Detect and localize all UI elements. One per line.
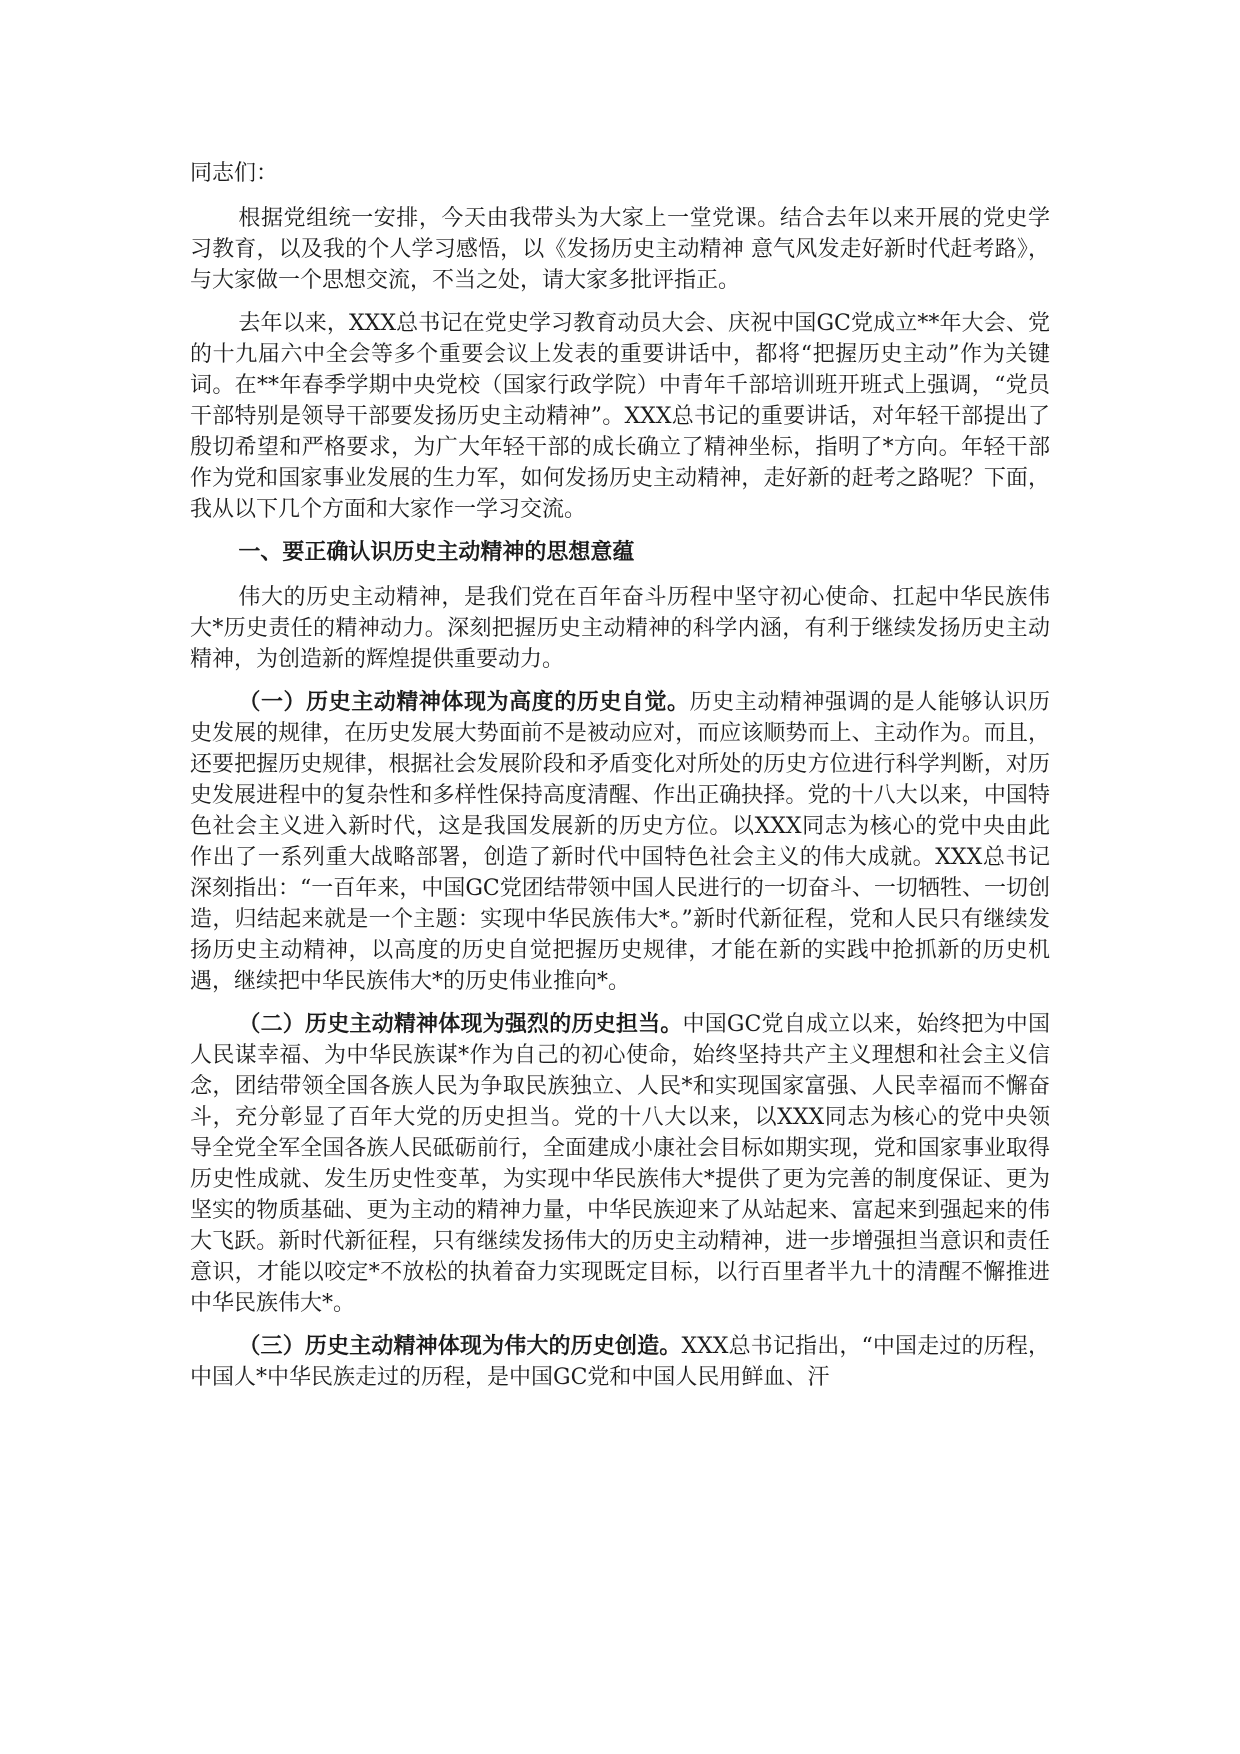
document-page <box>190 158 1050 1405</box>
paragraph-opening: 根据党组统一安排，今天由我带头为大家上一堂党课。结合去年以来开展的党史学习教育，以及我的个人学习感悟，以《发扬历史主动精神 意气风发走好新时代赶考路》，与大家做一个思想交流，不当之处，请大家多批评指正。 <box>190 206 1050 293</box>
subsection-1 <box>190 687 1050 997</box>
subsection-2 <box>190 1009 1050 1319</box>
paragraph-background: 去年以来，XXX总书记在党史学习教育动员大会、庆祝中国GC党成立**年大会、党的十九届六中全会等多个重要会议上发表的重要讲话中，都将“把握历史主动”作为关键词。在**年春季学期中央党校（国家行政学院）中青年千部培训班开班式上强调，“党员干部特别是领导干部要发扬历史主动精神”。XXX总书记的重要讲话，对年轻干部提出了殷切希望和严格要求，为广大年轻干部的成长确立了精神坐标，指明了*方向。年轻干部作为党和国家事业发展的生力军，如何发扬历史主动精神，走好新的赶考之路呢？下面，我从以下几个方面和大家作一学习交流。 <box>190 311 1050 522</box>
subsection-3-title: （三）历史主动精神体现为伟大的历史创造。 <box>238 1333 682 1359</box>
section-heading: 一、要正确认识历史主动精神的思想意蕴 <box>238 539 635 565</box>
subsection-3 <box>190 1331 1050 1393</box>
subsection-1-body: 历史主动精神强调的是人能够认识历史发展的规律，在历史发展大势面前不是被动应对，而应该顺势而上、主动作为。而且，还要把握历史规律，根据社会发展阶段和矛盾变化对所处的历史方位进行科学判断，对历史发展进程中的复杂性和多样性保持高度清醒、作出正确抉择。党的十八大以来，中国特色社会主义进入新时代，这是我国发展新的历史方位。以XXX同志为核心的党中央由此作出了一系列重大战略部署，创造了新时代中国特色社会主义的伟大成就。XXX总书记深刻指出：“一百年来，中国GC党团结带领中国人民进行的一切奋斗、一切牺牲、一切创造，归结起来就是一个主题：实现中华民族伟大*。”新时代新征程，党和人民只有继续发扬历史主动精神，以高度的历史自觉把握历史规律，才能在新的实践中抢抓新的历史机遇，继续把中华民族伟大*的历史伟业推向*。 <box>190 690 1050 994</box>
section-intro: 伟大的历史主动精神，是我们党在百年奋斗历程中坚守初心使命、扛起中华民族伟大*历史责任的精神动力。深刻把握历史主动精神的科学内涵，有利于继续发扬历史主动精神，为创造新的辉煌提供重要动力。 <box>190 585 1050 672</box>
subsection-1-title: （一）历史主动精神体现为高度的历史自觉。 <box>238 689 690 715</box>
salutation: 同志们： <box>190 161 279 186</box>
subsection-2-body: 中国GC党自成立以来，始终把为中国人民谋幸福、为中华民族谋*作为自己的初心使命，始终坚持共产主义理想和社会主义信念，团结带领全国各族人民为争取民族独立、人民*和实现国家富强、人民幸福而不懈奋斗，充分彰显了百年大党的历史担当。党的十八大以来，以XXX同志为核心的党中央领导全党全军全国各族人民砥砺前行，全面建成小康社会目标如期实现，党和国家事业取得历史性成就、发生历史性变革，为实现中华民族伟大*提供了更为完善的制度保证、更为坚实的物质基础、更为主动的精神力量，中华民族迎来了从站起来、富起来到强起来的伟大飞跃。新时代新征程，只有继续发扬伟大的历史主动精神，进一步增强担当意识和责任意识，才能以咬定*不放松的执着奋力实现既定目标，以行百里者半九十的清醒不懈推进中华民族伟大*。 <box>190 1012 1050 1316</box>
subsection-3-body: XXX总书记指出，“中国走过的历程，中国人*中华民族走过的历程，是中国GC党和中国人民用鲜血、汗 <box>190 1334 1050 1390</box>
subsection-2-title: （二）历史主动精神体现为强烈的历史担当。 <box>238 1011 683 1037</box>
